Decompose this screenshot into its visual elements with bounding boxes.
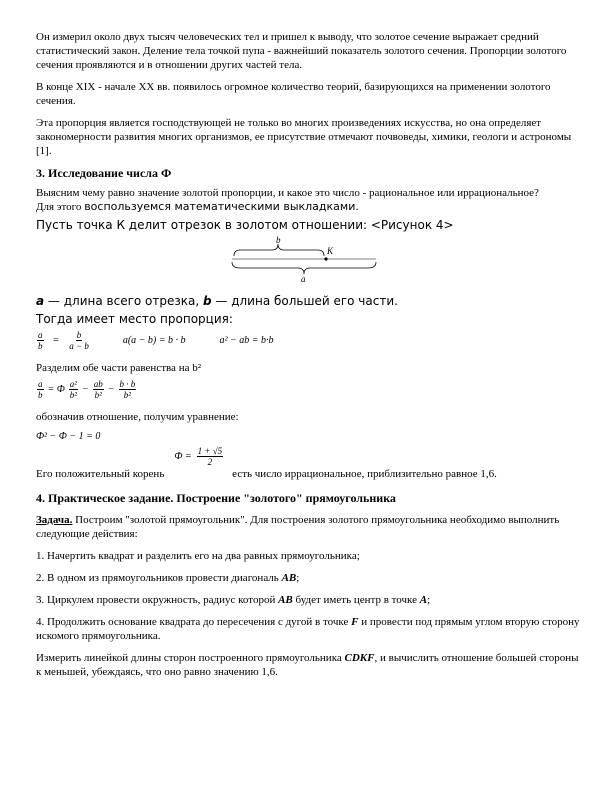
brace-a xyxy=(232,262,376,274)
def-b: b xyxy=(202,294,212,308)
paragraph-body-proportions: Он измерил около двух тысяч человеческих тел и пришел к выводу, что золотое сечение выражает средний статистический закон. Деление тела точкой пупа - важнейший показатель золотого сечения. Пропорции золотого сечения проявляются и в отношении других частей тела. xyxy=(36,31,567,71)
root-line xyxy=(36,446,581,481)
definitions-line xyxy=(36,294,581,308)
section-3-intro xyxy=(36,186,581,214)
def-text-1: — длина всего отрезка, xyxy=(44,294,203,308)
segment-diagram xyxy=(36,234,581,284)
divided-formula xyxy=(36,379,581,400)
step-1: 1. Начертить квадрат и разделить его на два равных прямоугольника; xyxy=(36,550,360,562)
label-k: K xyxy=(327,246,334,256)
label-b: b xyxy=(276,235,281,245)
fraction-a-over-b: $\frac{a}{b}$ xyxy=(38,330,43,351)
label-a: a xyxy=(301,274,306,284)
point-k xyxy=(324,257,327,260)
phi-equals: = Ф xyxy=(47,383,65,395)
equals-sign: = xyxy=(52,334,60,346)
quadratic-equation: Ф² − Ф − 1 = 0 xyxy=(36,431,101,442)
equation-expanded: a² − ab = b·b xyxy=(219,334,274,346)
fraction-lhs: $\frac{a}{b}$ xyxy=(38,379,43,400)
step-2: 2. В одном из прямоугольников провести диагональ AB; xyxy=(36,572,300,584)
divide-label: Разделим обе части равенства на b² xyxy=(36,362,202,374)
fraction-root: $\frac{1 + √5}{2}$ xyxy=(197,446,223,467)
method-line-end: воспользуемся математическими выкладками. xyxy=(84,200,359,213)
proportion-formula xyxy=(36,330,581,351)
paragraph-theories: В конце XIX - начале XX вв. появилось огромное количество теорий, базирующихся на применении золотого сечения. xyxy=(36,81,551,107)
def-a: a xyxy=(36,294,45,308)
fraction-ab-b2: $\frac{ab}{\text{b²}}$ xyxy=(93,379,103,400)
root-before: Его положительный корень xyxy=(36,468,165,480)
paragraph-dominance: Эта пропорция является господствующей не только во многих произведениях искусства, но она определяет закономерности развития многих организмов, ее присутствие отмечают почвоведы, химики, геологи и астрономы [1]. xyxy=(36,117,572,157)
question-line: Выясним чему равно значение золотой пропорции, и какое это число - рациональное или иррациональное? xyxy=(36,187,539,199)
def-text-2: — длина большей его части. xyxy=(211,294,398,308)
document-page xyxy=(36,30,581,687)
final-instruction: Измерить линейкой длины сторон построенного прямоугольника CDKF, и вычислить отношение большей стороны к меньшей, убеждаясь, что оно равно значению 1,6. xyxy=(36,652,579,678)
minus-sign-1: − xyxy=(82,383,89,395)
fraction-bb-b2: $\frac{b \cdot b}{\text{b²}}$ xyxy=(119,379,136,400)
denote-label: обозначив отношение, получим уравнение: xyxy=(36,411,239,423)
fraction-b-over-a-minus-b: $\frac{b}{a - b}$ xyxy=(69,330,89,351)
section-3-heading: 3. Исследование числа Ф xyxy=(36,166,172,180)
golden-ratio-lead: Пусть точка К делит отрезок в золотом отношении: <Рисунок 4> xyxy=(36,218,454,232)
root-phi-equals: Ф = xyxy=(174,450,192,462)
root-after: есть число иррациональное, приблизительно равное 1,6. xyxy=(232,468,497,480)
task-paragraph xyxy=(36,513,581,541)
method-line-start: Для этого xyxy=(36,201,82,213)
then-line: Тогда имеет место пропорция: xyxy=(36,312,233,326)
root-formula xyxy=(174,446,224,467)
minus-sign-2: − xyxy=(107,383,115,395)
task-label: Задача. xyxy=(36,514,73,526)
step-3: 3. Циркулем провести окружность, радиус которой AB будет иметь центр в точке A; xyxy=(36,594,431,606)
step-4: 4. Продолжить основание квадрата до пересечения с дугой в точке F и провести под прямым углом вторую сторону искомого прямоугольника. xyxy=(36,616,580,642)
task-text: Построим "золотой прямоугольник". Для построения золотого прямоугольника необходимо выполнить следующие действия: xyxy=(36,514,560,540)
brace-b xyxy=(234,244,324,256)
section-4-heading: 4. Практическое задание. Построение "золотого" прямоугольника xyxy=(36,491,396,505)
equation-cross-multiplied: a(a − b) = b · b xyxy=(122,334,186,346)
fraction-a2-b2: $\frac{\text{a²}}{\text{b²}}$ xyxy=(69,379,77,400)
